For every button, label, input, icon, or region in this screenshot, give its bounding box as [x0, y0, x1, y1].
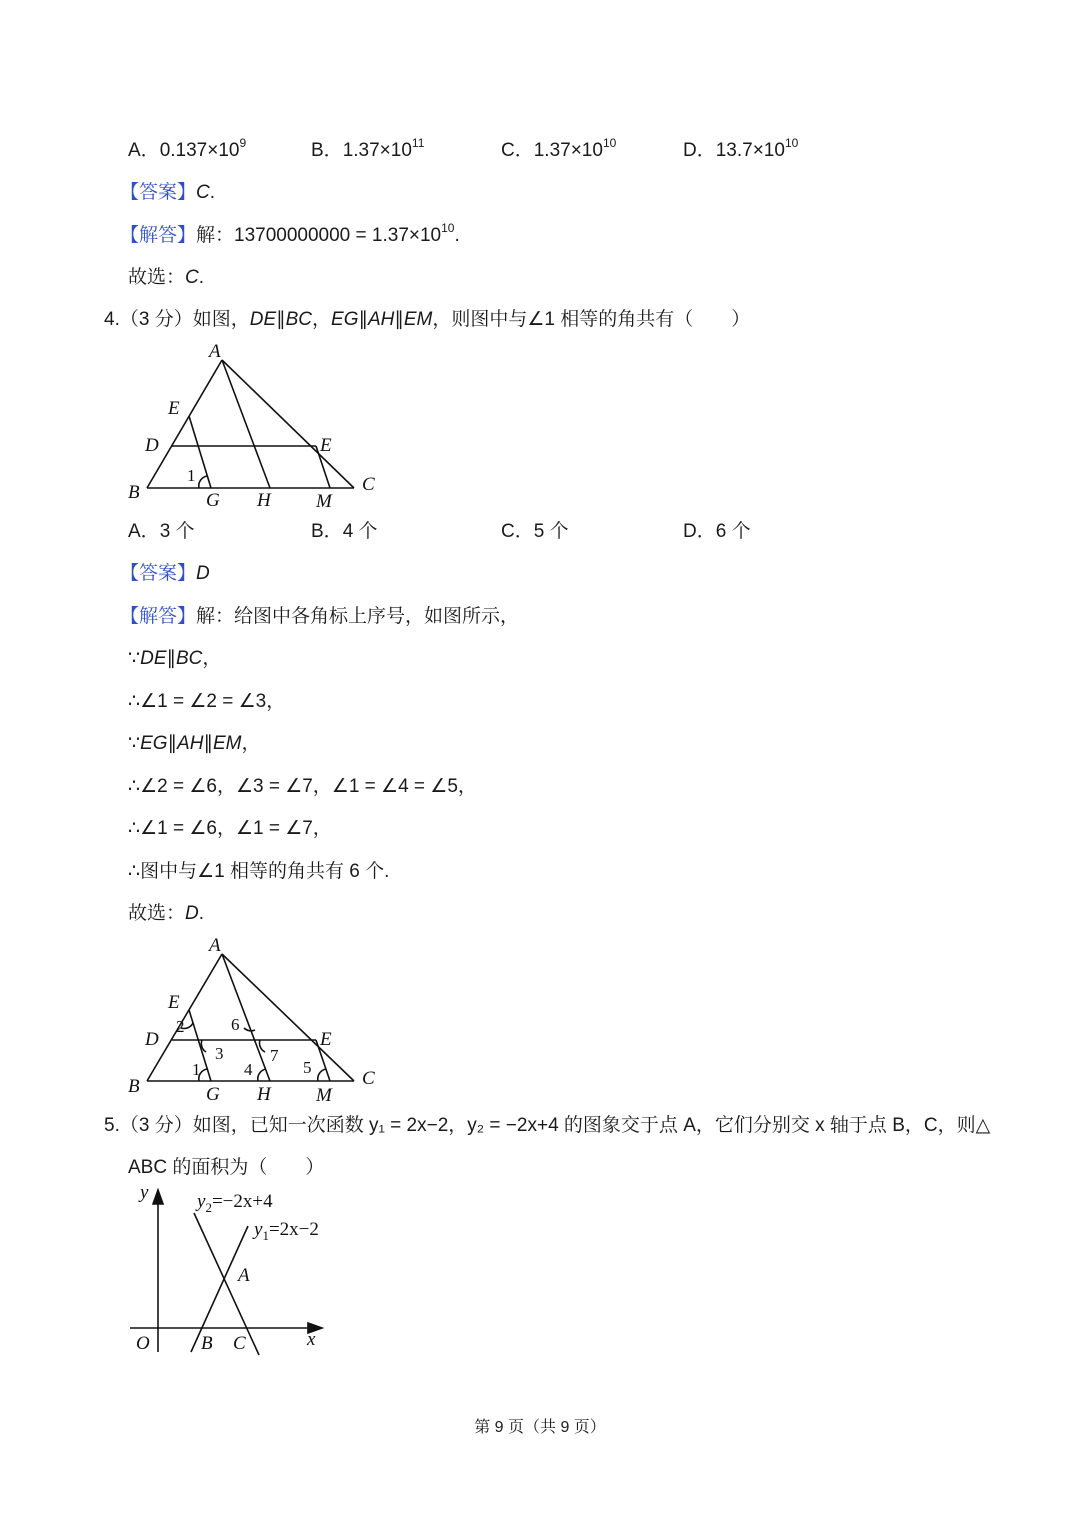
q3-option-c: C．$1.37\times 10^{10}$ [501, 136, 617, 161]
q5-fig-point-c: C [233, 1333, 246, 1354]
q3-solution: 【解答】解：$13700000000 = 1.37\times 10^{10}$. [120, 221, 460, 246]
q5-fig-y-axis: y [140, 1182, 149, 1203]
q4-solution-intro: 【解答】解：给图中各角标上序号，如图所示， [120, 606, 520, 627]
q5-fig-y1-label: $y_1=2x-2$ [254, 1219, 319, 1243]
q4-fig2-angle-5: 5 [303, 1058, 312, 1077]
q5-fig-y2-label: $y_2=-2x+4$ [197, 1191, 273, 1215]
q5-fig-point-a: A [238, 1265, 250, 1286]
svg-text:B: B [128, 1076, 140, 1097]
page-footer: 第 9 页（共 9 页） [474, 1419, 606, 1436]
q4-fig-label-m: M [316, 491, 332, 512]
q4-option-d: D．6 个 [683, 521, 751, 542]
q4-step-4: ∴∠2 = ∠6，∠3 = ∠7，∠1 = ∠4 = ∠5， [128, 776, 477, 797]
q4-step-6: ∴图中与∠1 相等的角共有 6 个. [128, 861, 390, 882]
q3-option-b: B．$1.37\times 10^{11}$ [311, 136, 425, 161]
q3-choose: 故选：C. [128, 267, 205, 288]
q4-answer: 【答案】D [120, 563, 210, 584]
svg-text:C: C [362, 1068, 375, 1089]
q4-step-2: ∴∠1 = ∠2 = ∠3， [128, 691, 286, 712]
q5-fig-x-axis: x [307, 1329, 316, 1350]
q4-step-1: ∵DE∥BC， [128, 648, 222, 669]
svg-text:E: E [168, 992, 180, 1013]
q4-fig-label-d: D [145, 435, 159, 456]
q4-fig2-angle-4: 4 [244, 1060, 253, 1079]
q4-fig-label-b: B [128, 482, 140, 503]
q4-fig2-angle-1: 1 [192, 1060, 201, 1079]
q3-answer: 【答案】C. [120, 182, 216, 203]
q4-fig-label-c: C [362, 474, 375, 495]
q3-option-a: A．$0.137\times 10^9$ [128, 136, 247, 161]
svg-text:A: A [209, 935, 221, 956]
q4-question: 4.（3 分）如图，DE∥BC，EG∥AH∥EM，则图中与∠1 相等的角共有（ ） [104, 309, 751, 330]
q4-fig2-angle-7: 7 [270, 1046, 279, 1065]
q4-step-3: ∵EG∥AH∥EM， [128, 733, 261, 754]
q4-fig-label-e2: E [320, 435, 332, 456]
q5-fig-point-b: B [201, 1333, 213, 1354]
q4-fig2-angle-6: 6 [231, 1015, 240, 1034]
svg-text:M: M [316, 1085, 332, 1106]
q3-option-d: D．$13.7\times 10^{10}$ [683, 136, 799, 161]
q4-fig-label-h: H [257, 490, 271, 511]
q4-fig-label-g: G [206, 490, 220, 511]
q4-choose: 故选：D. [128, 903, 205, 924]
q5-question-line1: 5.（3 分）如图，已知一次函数 y₁ = 2x−2，y₂ = −2x+4 的图象交于点 A，它们分别交 x 轴于点 B，C，则△ [104, 1115, 991, 1136]
svg-text:E: E [320, 1029, 332, 1050]
q4-fig2-angle-2: 2 [176, 1017, 185, 1036]
q4-fig2-angle-3: 3 [215, 1044, 224, 1063]
q4-option-b: B．4 个 [311, 521, 378, 542]
q5-fig-origin: O [136, 1333, 150, 1354]
q4-fig-angle-1: 1 [187, 466, 196, 485]
svg-text:D: D [145, 1029, 159, 1050]
q4-fig-label-a: A [209, 341, 221, 362]
q4-step-5: ∴∠1 = ∠6，∠1 = ∠7， [128, 818, 332, 839]
svg-text:G: G [206, 1084, 220, 1105]
q4-option-c: C．5 个 [501, 521, 569, 542]
q5-question-line2: ABC 的面积为（ ） [128, 1157, 325, 1178]
q4-fig-label-e: E [168, 398, 180, 419]
q4-option-a: A．3 个 [128, 521, 195, 542]
svg-text:H: H [257, 1084, 271, 1105]
